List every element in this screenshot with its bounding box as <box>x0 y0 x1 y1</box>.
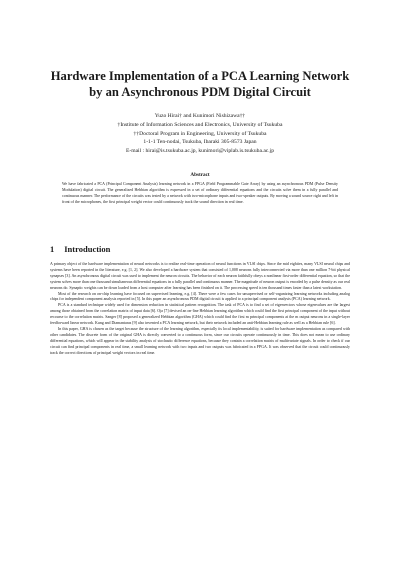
paragraph-1: A primary object of the hardware implementation of neural networks is to realize real-time operation of neural functions in VLSI chips. Since the mid eighties, many VLSI neural chips and systems have been reported in the literature, e.g. [1, 2]. We also developed a hardware system that consisted of 1,008 neurons fully interconnected via more than one million 7-bit physical synapses [3]. An asynchronous digital circuit was used to implement the neuron circuits. The behavior of each neuron faithfully obeys a nonlinear first-order differential equation, so that the system solves more than one thousand simultaneous differential equations in a fully parallel and continuous manner. The magnitude of neuron output is encoded by a pulse density as our real neurons do. Synaptic weights can be down loaded from a host computer after learning has been finished on it. The processing speed is ten thousand times faster than a latest workstation. <box>50 261 350 290</box>
title-line-2: by an Asynchronous PDM Digital Circuit <box>89 85 311 99</box>
paragraph-4: In this paper, GHA is chosen as the target because the structure of the learning algorithm, especially its local implementability, is suited for hardware implementation as compared with other candidates. The discrete form of the original GHA is directly converted to a continuous form, since our circuits operate continuously in time. This does not mean to use ordinary differential equations, which will appear in the stability analysis of stochastic difference equations, because they contain a correlation matrix of multivariate signals. In order to check if our circuit can find principal components in real time, a small learning network with two inputs and two outputs was fabricated in a FPGA. It was observed that the circuit could continuously track the correct directions of principal weight vectors in real time. <box>50 325 350 355</box>
section-title: Introduction <box>64 244 111 254</box>
section-body <box>50 261 350 356</box>
paragraph-2: Most of the research on on-chip learning have focused on supervised learning, e.g. [4]. There were a few cases for unsupervised or self-organizing learning networks including analog chips for independent component analysis reported in [5]. In this paper an asynchronous PDM digital circuit is applied to a principal component analysis (PCA) learning network. <box>50 290 350 302</box>
email-line: E-mail : hirai@is.tsukuba.ac.jp, kunimori@viplab.is.tsukuba.ac.jp <box>125 148 275 155</box>
paragraph-3: PCA is a standard technique widely used for dimension reduction in statistical pattern recognition. The task of PCA is to find a set of eigenvectors whose eigenvalues are the largest among those obtained from the correlation matrix of input data [6]. Oja [7] devised an on-line Hebbian learning algorithm which could find the first principal component of the input without recourse to the correlation matrix. Sanger [8] proposed a generalized Hebbian algorithm (GHA) which could find the first m principal components at the m output neurons in a single-layer feedforward linear network. Kung and Diamantaras [9] also invented a PCA learning network, but their network included an anti-Hebbian learning rule as well as a Hebbian rule [6]. <box>50 302 350 326</box>
affiliation-2: ††Doctoral Program in Engineering, University of Tsukuba <box>133 130 267 137</box>
author-block <box>20 112 380 156</box>
abstract-text: We have fabricated a PCA (Principal Component Analysis) learning network in a FPGA (Field Programmable Gate Array) by using an asynchronous PDM (Pulse Density Modulation) digital circuit. The generalized Hebbian algorithm is expressed in a set of ordinary differential equations and the circuits solve them in a fully parallel and continuous manner. The performance of the circuits was tested by a network with two-microphone inputs and two-speaker outputs. By moving a sound source right and left in front of the microphones, the first principal weight vector could continuously track the sound direction in real time. <box>62 181 338 205</box>
postal-address: 1-1-1 Ten-nodai, Tsukuba, Ibaraki 305-8573 Japan <box>143 139 257 146</box>
affiliation-1: †Institute of Information Sciences and Electronics, University of Tsukuba <box>117 121 283 128</box>
section-heading <box>50 244 120 254</box>
title-line-1: Hardware Implementation of a PCA Learning Network <box>50 69 350 83</box>
abstract-heading: Abstract <box>190 172 210 178</box>
author-names: Yuzo Hirai† and Kunimori Nishizawa†† <box>154 113 246 119</box>
section-number: 1 <box>50 244 55 254</box>
paper-title <box>20 68 380 100</box>
